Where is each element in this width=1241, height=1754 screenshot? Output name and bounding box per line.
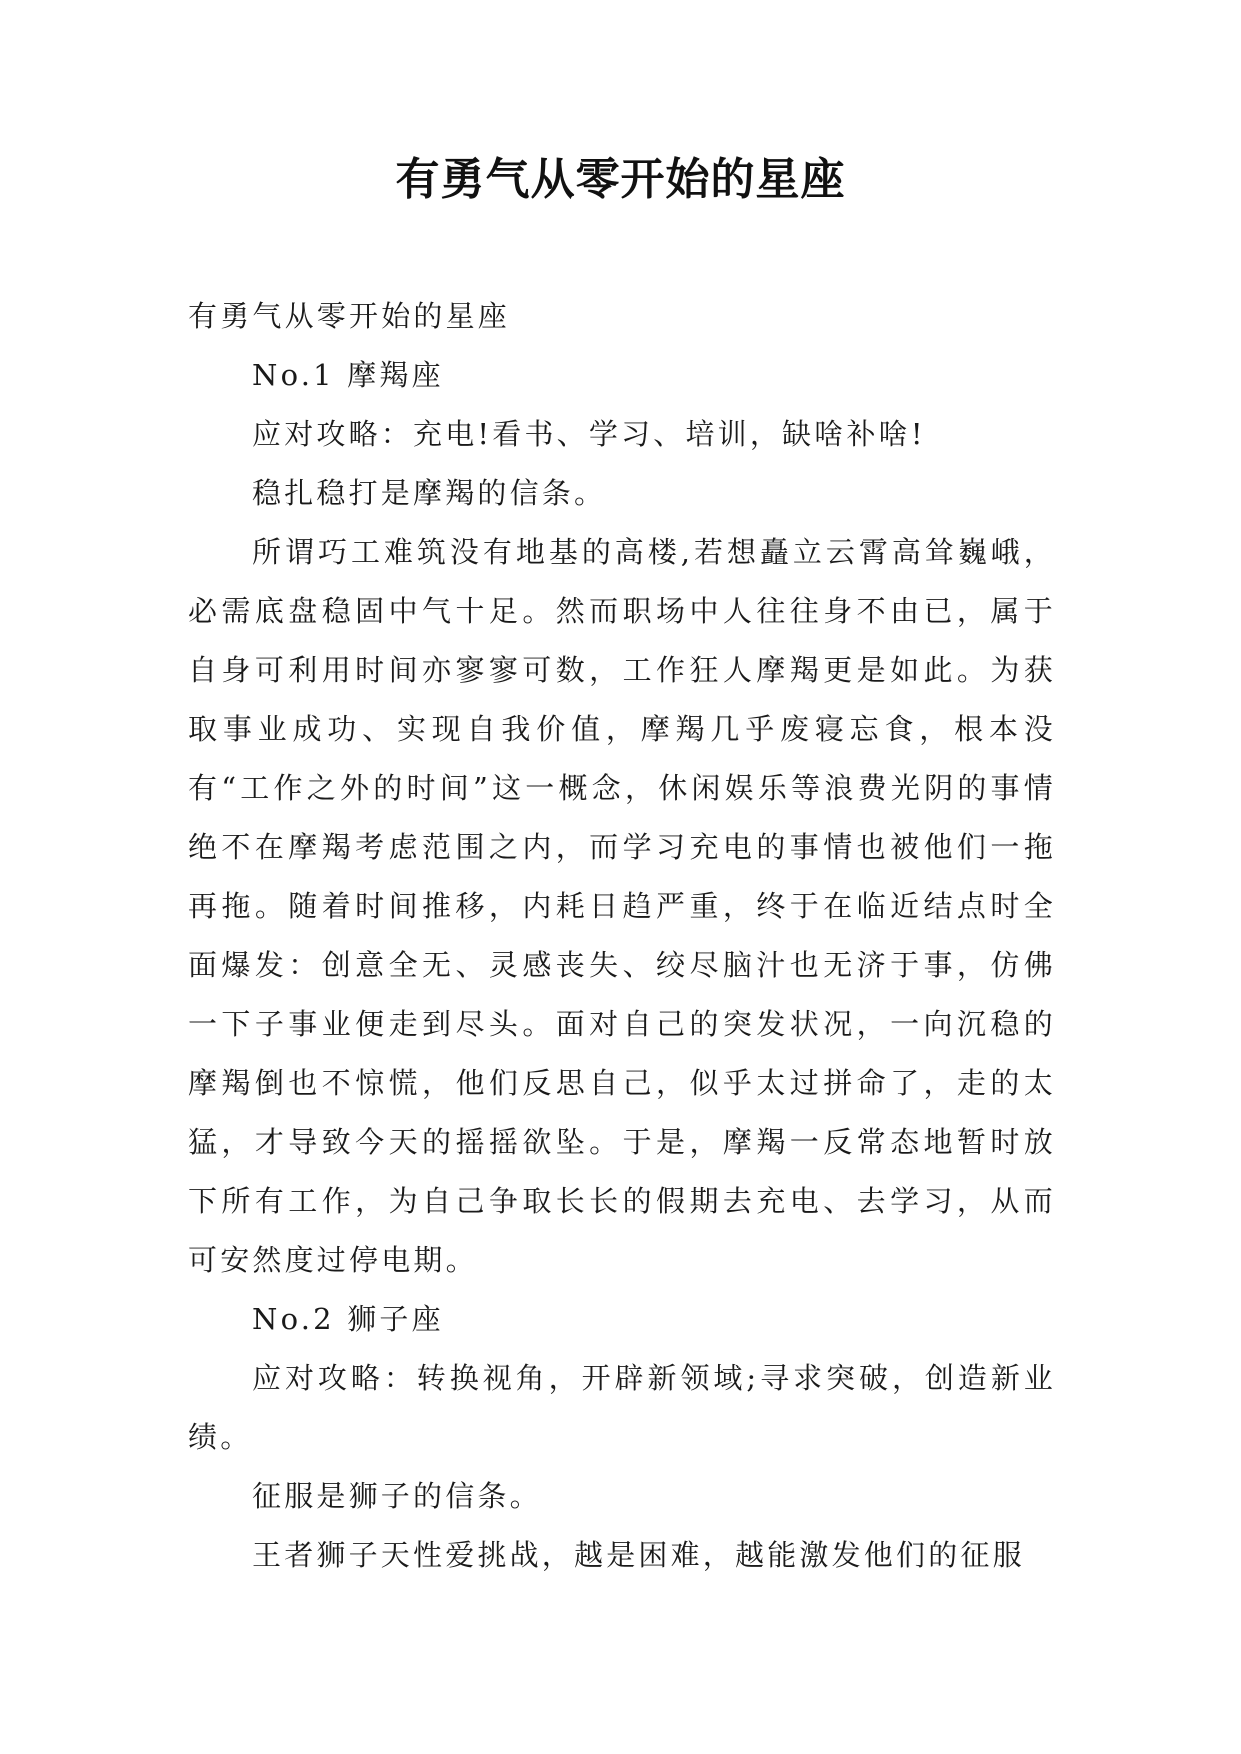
paragraph: 有勇气从零开始的星座 xyxy=(188,299,511,333)
paragraph: No.2 狮子座 xyxy=(252,1302,444,1336)
paragraph: 应对攻略：充电!看书、学习、培训，缺啥补啥! xyxy=(252,417,926,451)
document-body xyxy=(188,287,1056,1585)
paragraph: 所谓巧工难筑没有地基的高楼,若想矗立云霄高耸巍峨，必需底盘稳固中气十足。然而职场中人往往身不由已，属于自身可利用时间亦寥寥可数，工作狂人摩羯更是如此。为获取事业成功、实现自我价值，摩羯几乎废寝忘食，根本没有“工作之外的时间”这一概念，休闲娱乐等浪费光阴的事情绝不在摩羯考虑范围之内，而学习充电的事情也被他们一拖再拖。随着时间推移，内耗日趋严重，终于在临近结点时全面爆发：创意全无、灵感丧失、绞尽脑汁也无济于事，仿佛一下子事业便走到尽头。面对自己的突发状况，一向沉稳的摩羯倒也不惊慌，他们反思自己，似乎太过拼命了，走的太猛，才导致今天的摇摇欲坠。于是，摩羯一反常态地暂时放下所有工作，为自己争取长长的假期去充电、去学习，从而可安然度过停电期。 xyxy=(188,535,1056,1277)
paragraph: 应对攻略：转换视角，开辟新领域;寻求突破，创造新业绩。 xyxy=(188,1361,1056,1454)
paragraph: No.1 摩羯座 xyxy=(252,358,444,392)
paragraph: 王者狮子天性爱挑战，越是困难，越能激发他们的征服 xyxy=(252,1538,1025,1572)
paragraph: 征服是狮子的信条。 xyxy=(252,1479,542,1513)
document-title: 有勇气从零开始的星座 xyxy=(395,154,846,205)
paragraph: 稳扎稳打是摩羯的信条。 xyxy=(252,476,607,510)
